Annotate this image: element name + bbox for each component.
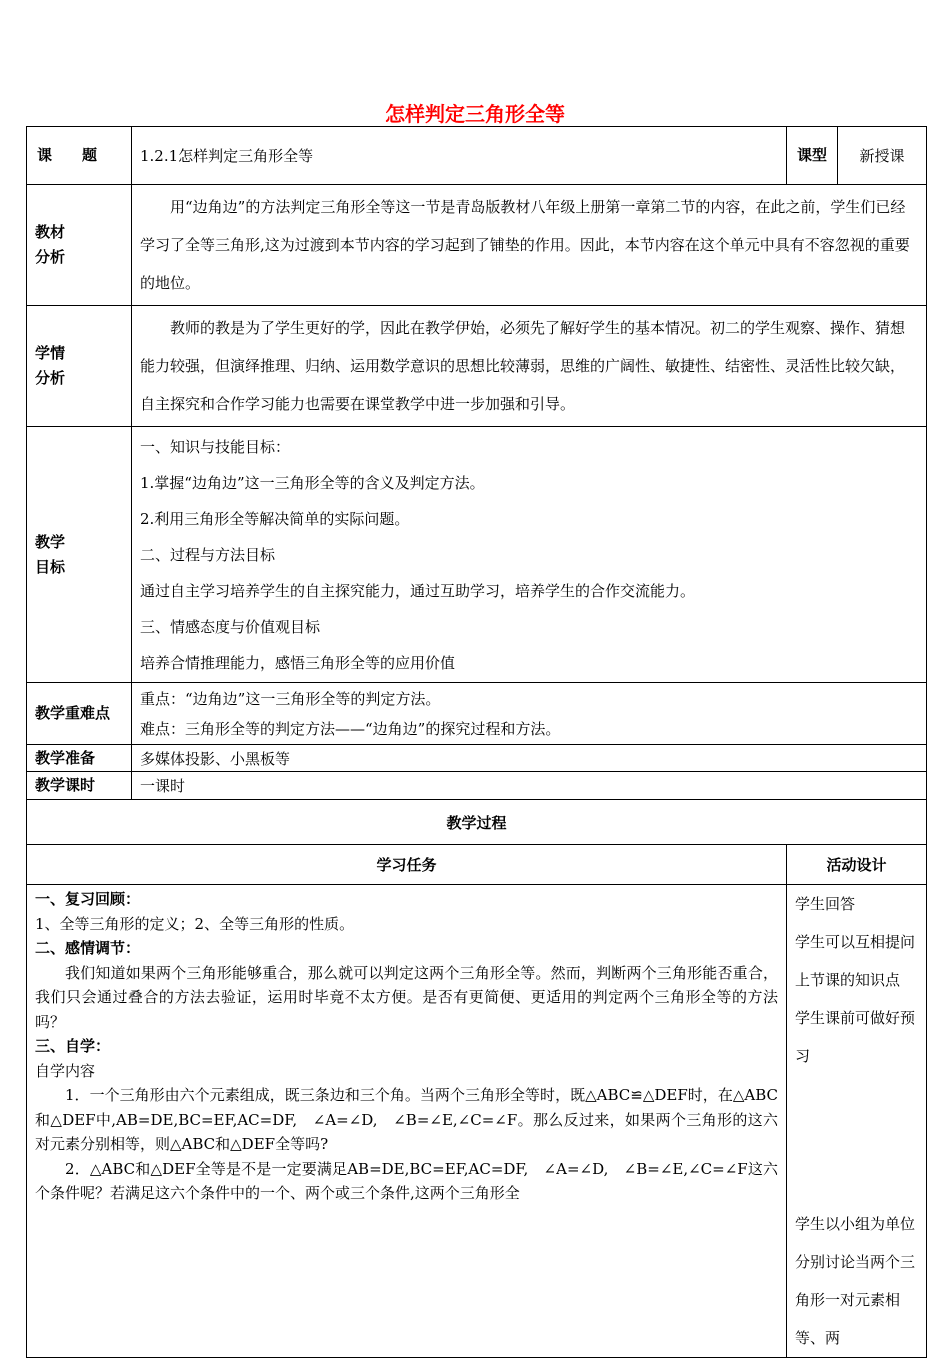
- students-label-line1: 学情: [35, 344, 66, 362]
- process-title: 教学过程: [27, 800, 927, 845]
- goal-line: 培养合情推理能力，感悟三角形全等的应用价值: [140, 653, 456, 672]
- task-question-1: 1．一个三角形由六个元素组成，既三条边和三个角。当两个三角形全等时，既△ABC≌△DEF时，在△ABC和△DEF中,AB=DE,BC=EF,AC=DF, ∠A=∠D, ∠B=∠E,∠C=∠F。那么反过来，如果两个三角形的这六对元素分别相等，则△ABC和△DEF全等吗?: [35, 1086, 779, 1153]
- type-label: 课型: [787, 127, 838, 185]
- process-col-task: 学习任务: [27, 845, 787, 885]
- textbook-row: [27, 185, 927, 306]
- topic-value: 1.2.1怎样判定三角形全等: [132, 127, 787, 185]
- preparation-value: 多媒体投影、小黑板等: [132, 745, 927, 772]
- keypoints-label: 教学重难点: [27, 683, 132, 745]
- textbook-label-line1: 教材: [35, 223, 66, 241]
- activity-content: [787, 885, 927, 1358]
- task-content: [27, 885, 787, 1358]
- activity-item: 学生可以互相提问上节课的知识点: [795, 933, 916, 989]
- task-heading-selfstudy: 三、自学：: [35, 1037, 111, 1055]
- process-col-activity: 活动设计: [787, 845, 927, 885]
- students-content: [132, 306, 927, 427]
- keypoints-content: [132, 683, 927, 745]
- lesson-plan-table: [26, 126, 927, 1358]
- process-content-row: [27, 885, 927, 1358]
- hours-label: 教学课时: [27, 772, 132, 800]
- task-emotion-text: 我们知道如果两个三角形能够重合，那么就可以判定这两个三角形全等。然而，判断两个三角形能否重合，我们只会通过叠合的方法去验证，运用时毕竟不太方便。是否有更简便、更适用的判定两个三角形全等的方法吗？: [35, 963, 779, 1031]
- keypoint-key: 重点：“边角边”这一三角形全等的判定方法。: [140, 689, 441, 708]
- goal-line: 通过自主学习培养学生的自主探究能力，通过互助学习，培养学生的合作交流能力。: [140, 581, 696, 600]
- goal-line: 三、情感态度与价值观目标: [140, 617, 321, 636]
- hours-row: [27, 772, 927, 800]
- activity-item: 学生课前可做好预习: [795, 1009, 916, 1065]
- task-selfstudy-label: 自学内容: [35, 1061, 96, 1080]
- goals-content: [132, 427, 927, 683]
- hours-value: 一课时: [132, 772, 927, 800]
- process-header-row: [27, 845, 927, 885]
- goal-line: 二、过程与方法目标: [140, 545, 276, 564]
- textbook-label: [27, 185, 132, 306]
- document-title: 怎样判定三角形全等: [385, 102, 565, 126]
- students-label-line2: 分析: [35, 369, 66, 387]
- activity-item: 学生以小组为单位分别讨论当两个三角形一对元素相等、两: [795, 1215, 916, 1347]
- goal-line: 1.掌握“边角边”这一三角形全等的含义及判定方法。: [140, 473, 485, 492]
- task-review-text: 1、全等三角形的定义；2、全等三角形的性质。: [35, 914, 355, 933]
- topic-row: [27, 127, 927, 185]
- process-title-row: [27, 800, 927, 845]
- goals-label: [27, 427, 132, 683]
- students-label: [27, 306, 132, 427]
- goals-row: [27, 427, 927, 683]
- textbook-label-line2: 分析: [35, 248, 66, 266]
- task-question-2: 2．△ABC和△DEF全等是不是一定要满足AB=DE,BC=EF,AC=DF, ∠A=∠D, ∠B=∠E,∠C=∠F这六个条件呢？若满足这六个条件中的一个、两个或三个条件,这两个三角形全: [35, 1159, 779, 1202]
- task-heading-emotion: 二、感情调节：: [35, 939, 141, 957]
- keypoint-difficult: 难点：三角形全等的判定方法——“边角边”的探究过程和方法。: [140, 719, 561, 738]
- preparation-row: [27, 745, 927, 772]
- preparation-label: 教学准备: [27, 745, 132, 772]
- students-text: 教师的教是为了学生更好的学，因此在教学伊始，必须先了解好学生的基本情况。初二的学生观察、操作、猜想能力较强，但演绎推理、归纳、运用数学意识的思想比较薄弱，思维的广阔性、敏捷性、结密性、灵活性比较欠缺，自主探究和合作学习能力也需要在课堂教学中进一步加强和引导。: [140, 319, 906, 413]
- keypoints-row: [27, 683, 927, 745]
- students-row: [27, 306, 927, 427]
- activity-item: 学生回答: [795, 895, 856, 913]
- task-heading-review: 一、复习回顾：: [35, 890, 141, 908]
- textbook-content: [132, 185, 927, 306]
- topic-label: 课 题: [27, 127, 132, 185]
- goal-line: 一、知识与技能目标：: [140, 437, 291, 456]
- goal-line: 2.利用三角形全等解决简单的实际问题。: [140, 509, 410, 528]
- goals-label-line2: 目标: [35, 557, 66, 576]
- type-value: 新授课: [838, 127, 927, 185]
- textbook-text: 用“边角边”的方法判定三角形全等这一节是青岛版教材八年级上册第一章第二节的内容，在此之前，学生们已经学习了全等三角形,这为过渡到本节内容的学习起到了铺垫的作用。因此，本节内容在这个单元中具有不容忽视的重要的地位。: [140, 198, 910, 292]
- goals-label-line1: 教学: [35, 532, 66, 551]
